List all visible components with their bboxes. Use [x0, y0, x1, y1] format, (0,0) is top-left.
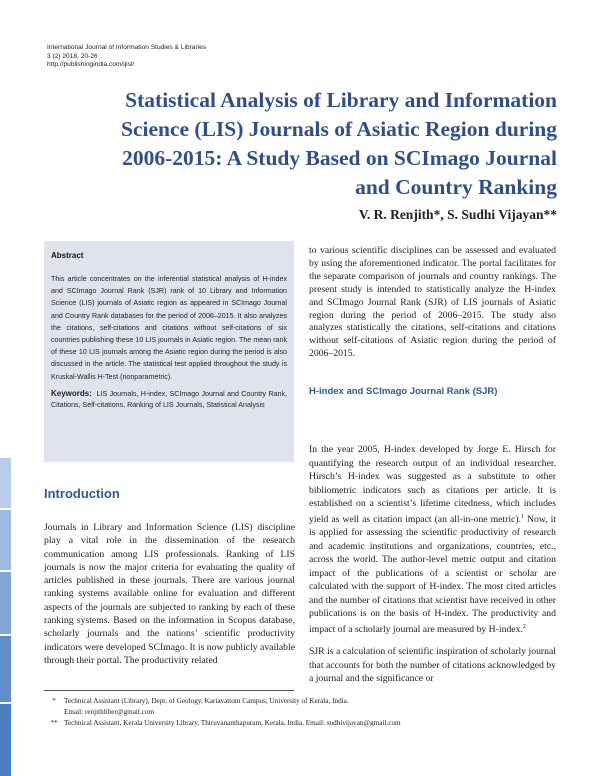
- authors: V. R. Renjith*, S. Sudhi Vijayan**: [358, 207, 557, 222]
- sidebar-stripe: [0, 636, 11, 702]
- sidebar-stripe: [0, 704, 11, 776]
- sjr-paragraph-2: SJR is a calculation of scientific inspiration of scholarly journal that accounts for both the number of citations acknowledged by a journal and the significance or: [309, 646, 556, 684]
- footnote-line: Technical Assistant (Library), Dept. of Geology, Kariavattom Campus, University of Kerala, India.: [64, 697, 349, 705]
- footnote-line: Technical Assistant, Kerala University Library, Thiruvananthapuram, Kerala, India. Email: sudhivijayan@gmail.com: [64, 719, 401, 727]
- title-line: Statistical Analysis of Library and Information: [125, 88, 557, 112]
- footnote-mark: **: [50, 719, 58, 727]
- footnote: [44, 696, 401, 707]
- journal-volume: 3 (2) 2018, 20-26: [47, 52, 98, 60]
- sidebar-stripe: [0, 510, 11, 570]
- sjr-paragraph: [309, 443, 556, 636]
- introduction-heading: Introduction: [44, 486, 120, 501]
- abstract-box: [44, 241, 294, 462]
- journal-url: http://publishingindia.com/ijisl/: [47, 61, 135, 69]
- citation-superscript: 2: [522, 623, 526, 630]
- paper-title: [62, 86, 557, 202]
- introduction-text: Journals in Library and Information Science (LIS) discipline play a vital role in the dissemination of the research communication among LIS professionals. Ranking of LIS journals is now the major criteria for evaluating the quality of articles published in these journals. There are various journal ranking systems available online for evaluation and different aspects of the journals are subjected to ranking by each of these ranking systems. Based on the information in Scopus database, scholarly journals and the nations’ scientific productivity indicators were developed SCImago. It is now publicly available through their portal. The productivity related: [44, 522, 295, 666]
- journal-name: International Journal of Information Studies & Libraries: [47, 44, 207, 51]
- sidebar-stripe: [0, 572, 11, 634]
- abstract-text: This article concentrates on the inferential statistical analysis of H-index and SCImago Journal Rank (SJR) rank of 10 Library and Information Science (LIS) journals of Asiatic region as appeared in SCImago Journal and Country Rank databases for the period of 2006–2015. It also analyzes the citations, self-citations and citations without self-citations of six countries publishing these 10 LIS journals in Asiatic region. The mean rank of these 10 LIS journals among the Asiatic region during the period is also discussed in the article. The statistical test applied throughout the study is Kruskal-Wallis H-Test (nonparametric).: [51, 275, 287, 381]
- citation-superscript: 1: [520, 513, 524, 520]
- keywords-text: LIS Journals, H-index, SCImago Journal and Country Rank, Citations, Self-citations, Ranking of LIS Journals, Statistical Analysis: [51, 390, 287, 410]
- abstract-heading: Abstract: [51, 251, 84, 260]
- sjr-heading: H-index and SCImago Journal Rank (SJR): [309, 386, 498, 397]
- sjr-paragraph-part: In the year 2005, H-index developed by Jorge E. Hirsch for quantifying the research output of an individual researcher. Hirsch’s H-index was suggested as a substitute to other bibliometric indicators such as citations per article. It is established on a scientist’s lifetime citedness, which includes yield as well as citation impact (an all-in-one metric).: [309, 444, 556, 525]
- sjr-paragraph-part: Now, it is applied for assessing the scientific productivity of research and academic institutions and organizations, countries, etc., across the world. The author-level metric output and citation impact of the publications of a scientist or scholar are calculated with the support of H-index. The most cited articles and the number of citations that scientist have received in other publications is on the basis of H-index. The productivity and impact of a scholarly journal are measured by H-index.: [309, 513, 556, 635]
- footnotes: [44, 696, 401, 729]
- keywords: [51, 388, 287, 412]
- title-line: Science (LIS) Journals of Asiatic Region during: [121, 117, 557, 141]
- sidebar-stripe: [0, 458, 11, 508]
- footnote-mark: *: [52, 697, 56, 705]
- footnote-divider: [44, 690, 294, 691]
- keywords-label: Keywords:: [51, 389, 92, 398]
- footnote: [44, 718, 401, 729]
- journal-header: [47, 44, 206, 70]
- title-line: 2006-2015: A Study Based on SCImago Journal: [122, 146, 557, 170]
- intro-continuation-text: to various scientific disciplines can be assessed and evaluated by using the aforementioned indicator. The portal facilitates for the separate comparison of journals and country rankings. The present study is intended to statistically analyze the H-index and SCImago Journal Rank (SJR) of LIS journals of Asiatic region during the period of 2006–2015. The study also analyzes statistically the citations, self-citations and citations without self-citations of Asiatic region during the period of 2006–2015.: [309, 245, 556, 360]
- title-line: and Country Ranking: [355, 175, 557, 199]
- footnote-email: Email: renjithliber@gmail.com: [64, 708, 155, 716]
